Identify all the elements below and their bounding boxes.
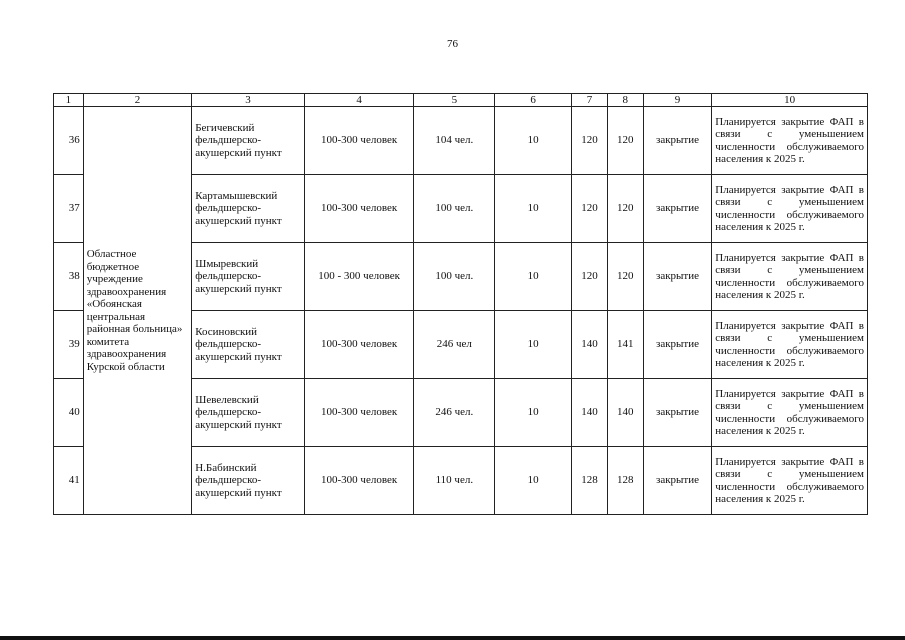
row-number: 36 bbox=[54, 107, 84, 175]
table-header-row bbox=[54, 94, 868, 107]
population-served: 100 чел. bbox=[414, 243, 495, 311]
cell-col8: 120 bbox=[607, 107, 643, 175]
note-text: Планируется закрытие ФАП в связи с уменьшением численности обслуживаемого населения к 2025 г. bbox=[712, 107, 868, 175]
column-header: 5 bbox=[414, 94, 495, 107]
row-number: 39 bbox=[54, 311, 84, 379]
cell-col6: 10 bbox=[495, 175, 572, 243]
column-header: 4 bbox=[304, 94, 414, 107]
column-header: 2 bbox=[83, 94, 192, 107]
planned-action: закрытие bbox=[643, 311, 712, 379]
cell-col8: 120 bbox=[607, 243, 643, 311]
table-row bbox=[54, 107, 868, 175]
note-text: Планируется закрытие ФАП в связи с уменьшением численности обслуживаемого населения к 2025 г. bbox=[712, 447, 868, 515]
cell-col7: 120 bbox=[572, 107, 608, 175]
cell-col7: 140 bbox=[572, 379, 608, 447]
population-norm: 100-300 человек bbox=[304, 175, 414, 243]
population-served: 100 чел. bbox=[414, 175, 495, 243]
row-number: 38 bbox=[54, 243, 84, 311]
column-header: 6 bbox=[495, 94, 572, 107]
facility-name: Н.Бабинский фельдшерско-акушерский пункт bbox=[192, 447, 305, 515]
planned-action: закрытие bbox=[643, 175, 712, 243]
planned-action: закрытие bbox=[643, 107, 712, 175]
population-norm: 100-300 человек bbox=[304, 447, 414, 515]
facility-name: Картамышевский фельдшерско-акушерский пункт bbox=[192, 175, 305, 243]
cell-col7: 140 bbox=[572, 311, 608, 379]
cell-col8: 128 bbox=[607, 447, 643, 515]
note-text: Планируется закрытие ФАП в связи с уменьшением численности обслуживаемого населения к 2025 г. bbox=[712, 175, 868, 243]
cell-col6: 10 bbox=[495, 379, 572, 447]
cell-col8: 120 bbox=[607, 175, 643, 243]
page-bottom-border bbox=[0, 636, 905, 640]
cell-col6: 10 bbox=[495, 447, 572, 515]
page-number: 76 bbox=[447, 38, 458, 50]
facility-name: Шмыревский фельдшерско-акушерский пункт bbox=[192, 243, 305, 311]
population-served: 246 чел bbox=[414, 311, 495, 379]
cell-col6: 10 bbox=[495, 107, 572, 175]
column-header: 9 bbox=[643, 94, 712, 107]
population-norm: 100-300 человек bbox=[304, 311, 414, 379]
note-text: Планируется закрытие ФАП в связи с уменьшением численности обслуживаемого населения к 2025 г. bbox=[712, 311, 868, 379]
note-text: Планируется закрытие ФАП в связи с уменьшением численности обслуживаемого населения к 2025 г. bbox=[712, 379, 868, 447]
column-header: 8 bbox=[607, 94, 643, 107]
column-header: 1 bbox=[54, 94, 84, 107]
planned-action: закрытие bbox=[643, 447, 712, 515]
column-header: 3 bbox=[192, 94, 305, 107]
planned-action: закрытие bbox=[643, 243, 712, 311]
facility-name: Шевелевский фельдшерско-акушерский пункт bbox=[192, 379, 305, 447]
planned-action: закрытие bbox=[643, 379, 712, 447]
cell-col7: 120 bbox=[572, 243, 608, 311]
population-norm: 100 - 300 человек bbox=[304, 243, 414, 311]
organization-name: Областное бюджетное учреждение здравоохранения «Обоянская центральная районная больница» комитета здравоохранения Курской области bbox=[83, 107, 192, 515]
row-number: 40 bbox=[54, 379, 84, 447]
cell-col8: 140 bbox=[607, 379, 643, 447]
cell-col7: 120 bbox=[572, 175, 608, 243]
population-served: 110 чел. bbox=[414, 447, 495, 515]
facility-name: Бегичевский фельдшерско-акушерский пункт bbox=[192, 107, 305, 175]
cell-col6: 10 bbox=[495, 243, 572, 311]
cell-col8: 141 bbox=[607, 311, 643, 379]
population-norm: 100-300 человек bbox=[304, 107, 414, 175]
population-served: 104 чел. bbox=[414, 107, 495, 175]
column-header: 10 bbox=[712, 94, 868, 107]
facility-name: Косиновский фельдшерско-акушерский пункт bbox=[192, 311, 305, 379]
row-number: 41 bbox=[54, 447, 84, 515]
population-served: 246 чел. bbox=[414, 379, 495, 447]
facilities-table bbox=[53, 93, 868, 515]
cell-col6: 10 bbox=[495, 311, 572, 379]
column-header: 7 bbox=[572, 94, 608, 107]
row-number: 37 bbox=[54, 175, 84, 243]
note-text: Планируется закрытие ФАП в связи с уменьшением численности обслуживаемого населения к 2025 г. bbox=[712, 243, 868, 311]
cell-col7: 128 bbox=[572, 447, 608, 515]
population-norm: 100-300 человек bbox=[304, 379, 414, 447]
